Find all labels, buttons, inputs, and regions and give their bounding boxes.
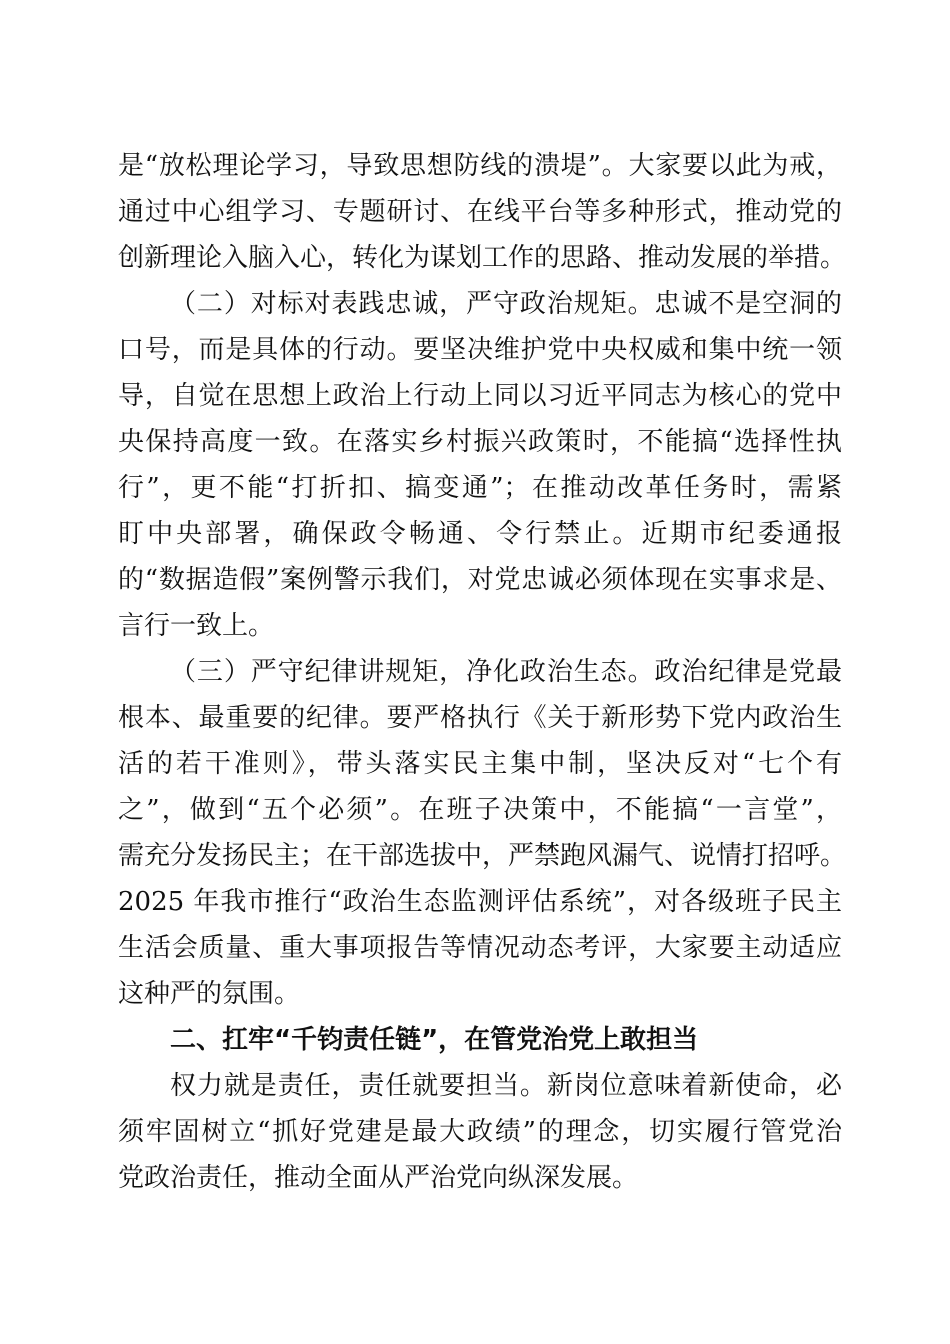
body-line: 需充分发扬民主；在干部选拔中，严禁跑风漏气、说情打招呼。 <box>118 841 847 871</box>
body-line: 活的若干准则》，带头落实民主集中制，坚决反对“七个有 <box>118 749 842 779</box>
section-heading-line: （三）严守纪律讲规矩，净化政治生态。政治纪律是党最 <box>170 657 842 687</box>
body-line: 须牢固树立“抓好党建是最大政绩”的理念，切实履行管党治 <box>118 1117 842 1147</box>
body-line: 是“放松理论学习，导致思想防线的溃堤”。大家要以此为戒， <box>118 151 842 181</box>
body-line: 生活会质量、重大事项报告等情况动态考评，大家要主动适应 <box>118 933 842 963</box>
body-line: 这种严的氛围。 <box>118 979 301 1009</box>
body-line: 之”，做到“五个必须”。在班子决策中，不能搞“一言堂”， <box>118 795 842 825</box>
section-heading-line: （二）对标对表践忠诚，严守政治规矩。忠诚不是空洞的 <box>170 289 842 319</box>
body-line: 行”，更不能“打折扣、搞变通”；在推动改革任务时，需紧 <box>118 473 842 503</box>
body-line: 通过中心组学习、专题研讨、在线平台等多种形式，推动党的 <box>118 197 842 227</box>
body-line: 导，自觉在思想上政治上行动上同以习近平同志为核心的党中 <box>118 381 842 411</box>
body-line: 党政治责任，推动全面从严治党向纵深发展。 <box>118 1163 639 1193</box>
chapter-heading: 二、扛牢“千钧责任链”，在管党治党上敢担当 <box>170 1025 699 1055</box>
body-line: 2025 年我市推行“政治生态监测评估系统”，对各级班子民主 <box>118 887 842 917</box>
body-line: 盯中央部署，确保政令畅通、令行禁止。近期市纪委通报 <box>118 519 842 549</box>
body-line: 的“数据造假”案例警示我们，对党忠诚必须体现在实事求是、 <box>118 565 842 595</box>
body-line: 言行一致上。 <box>118 611 275 641</box>
body-line: 创新理论入脑入心，转化为谋划工作的思路、推动发展的举措。 <box>118 243 847 273</box>
body-line: 口号，而是具体的行动。要坚决维护党中央权威和集中统一领 <box>118 335 842 365</box>
body-line: 央保持高度一致。在落实乡村振兴政策时，不能搞“选择性执 <box>118 427 842 457</box>
body-line: 根本、最重要的纪律。要严格执行《关于新形势下党内政治生 <box>118 703 842 733</box>
body-line: 权力就是责任，责任就要担当。新岗位意味着新使命，必 <box>170 1071 842 1101</box>
